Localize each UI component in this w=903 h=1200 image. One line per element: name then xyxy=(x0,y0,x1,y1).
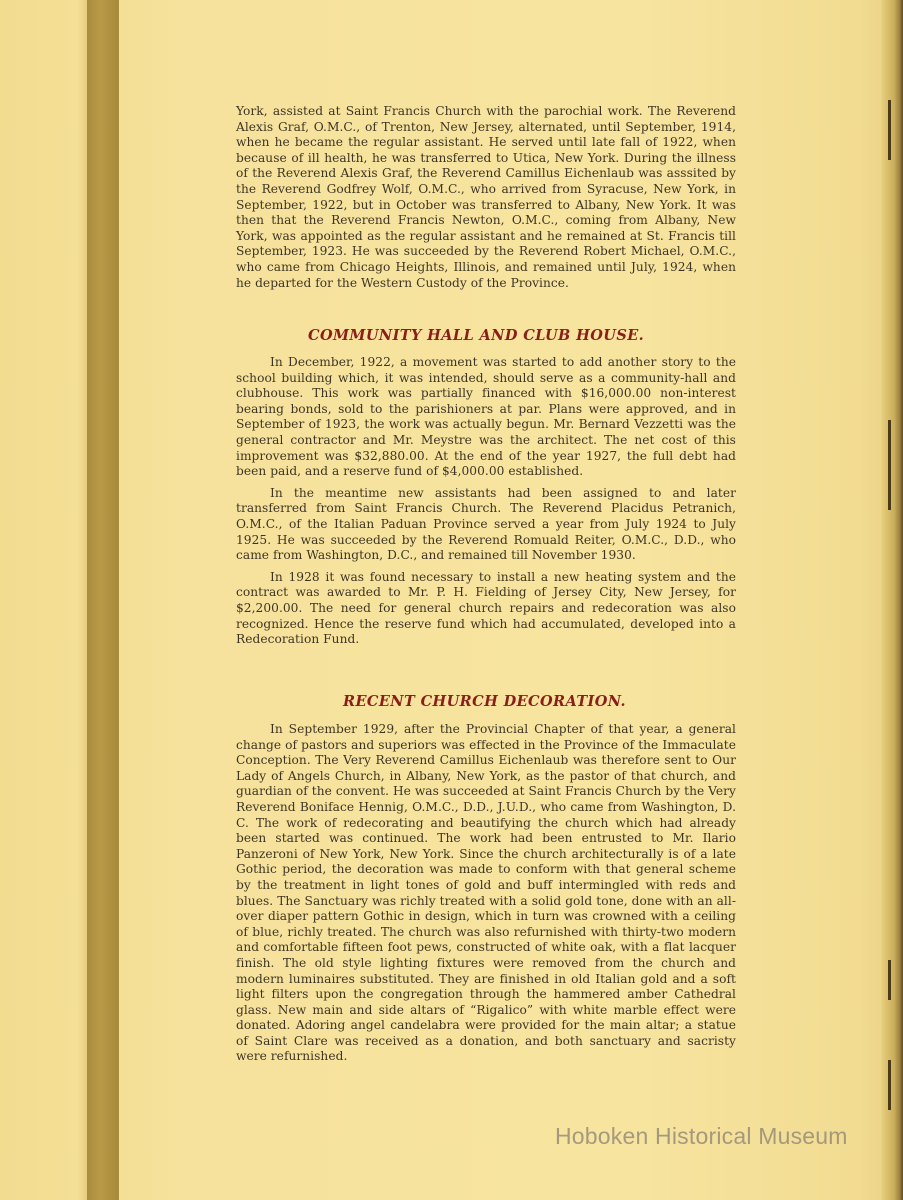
body-paragraph: In the meantime new assistants had been assigned to and later transferred from Saint Francis Church. The Reverend Placidus Petranich, O.M.C., of the Italian Paduan Province served a year from July 1924 to July 1925. He was succeeded by the Reverend Romuald Reiter, O.M.C., D.D., who came from Washington, D.C., and remained till November 1930. xyxy=(236,485,736,563)
edge-mark xyxy=(888,960,891,1000)
section-heading-community-hall: COMMUNITY HALL AND CLUB HOUSE. xyxy=(308,327,645,344)
body-paragraph: In 1928 it was found necessary to install a new heating system and the contract was awarded to Mr. P. H. Fielding of Jersey City, New Jersey, for $2,200.00. The need for general church repairs and redecoration was also recognized. Hence the reserve fund which had accumulated, developed into a Redecoration Fund. xyxy=(236,569,736,647)
body-paragraph: In December, 1922, a movement was started to add another story to the school building which, it was intended, should serve as a community-hall and clubhouse. This work was partially financed with $16,000.00 non-interest bearing bonds, sold to the parishioners at par. Plans were approved, and in September of 1923, the work was actually begun. Mr. Bernard Vezzetti was the general contractor and Mr. Meystre was the architect. The net cost of this improvement was $32,880.00. At the end of the year 1927, the full debt had been paid, and a reserve fund of $4,000.00 established. xyxy=(236,355,736,479)
body-paragraph: In September 1929, after the Provincial Chapter of that year, a general change of pastors and superiors was effected in the Province of the Immaculate Conception. The Very Reverend Camillus Eichenlaub was therefore sent to Our Lady of Angels Church, in Albany, New York, as the pastor of that church, and guardian of the convent. He was succeeded at Saint Francis Church by the Very Reverend Boniface Hennig, O.M.C., D.D., J.U.D., who came from Washington, D. C. The work of redecorating and beautifying the church which had already been started was continued. The work had been entrusted to Mr. Ilario Panzeroni of New York, New York. Since the church architecturally is of a late Gothic period, the decoration was made to conform with that general scheme by the treatment in light tones of gold and buff intermingled with reds and blues. The Sanctuary was richly treated with a solid gold tone, done with an all-over diaper pattern Gothic in design, which in turn was crowned with a ceiling of blue, richly treated. The church was also refurnished with thirty-two modern and comfortable fifteen foot pews, constructed of white oak, with a flat lacquer finish. The old style lighting fixtures were removed from the church and modern luminaires substituted. They are finished in old Italian gold and a soft light filters upon the congregation through the hammered amber Cathedral glass. New main and side altars of “Rigalico” with white marble effect were donated. Adoring angel candelabra were provided for the main altar; a statue of Saint Clare was received as a donation, and both sanctuary and sacristy were refurnished. xyxy=(236,722,736,1064)
binding-stripe xyxy=(87,0,119,1200)
museum-watermark: Hoboken Historical Museum xyxy=(555,1123,848,1149)
edge-mark xyxy=(888,420,891,510)
section-church-decoration-text xyxy=(236,722,736,1071)
intro-paragraph: York, assisted at Saint Francis Church with the parochial work. The Reverend Alexis Graf, O.M.C., of Trenton, New Jersey, alternated, until September, 1914, when he became the regular assistant. He served until late fall of 1922, when because of ill health, he was transferred to Utica, New York. During the illness of the Reverend Alexis Graf, the Reverend Camillus Eichenlaub was asssited by the Reverend Godfrey Wolf, O.M.C., who arrived from Syracuse, New York, in September, 1922, but in October was transferred to Albany, New York. It was then that the Reverend Francis Newton, O.M.C., coming from Albany, New York, was appointed as the regular assistant and he remained at St. Francis till September, 1923. He was succeeded by the Reverend Robert Michael, O.M.C., who came from Chicago Heights, Illinois, and remained until July, 1924, when he departed for the Western Custody of the Province. xyxy=(236,104,736,290)
page-left-margin xyxy=(0,0,87,1200)
intro-text xyxy=(236,104,736,297)
section-heading-church-decoration: RECENT CHURCH DECORATION. xyxy=(343,693,626,710)
section-community-hall-text xyxy=(236,355,736,654)
edge-mark xyxy=(888,1060,891,1110)
page-right-edge xyxy=(881,0,903,1200)
edge-mark xyxy=(888,100,891,160)
